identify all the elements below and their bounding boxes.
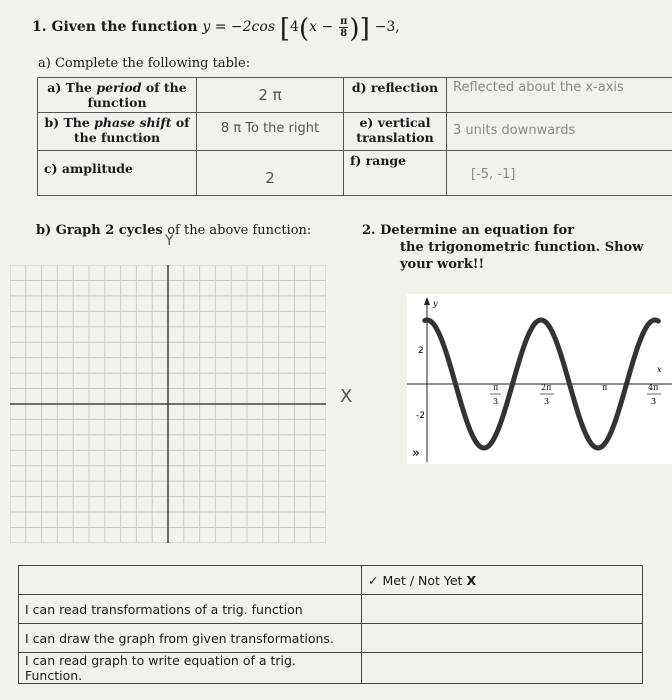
paren-open: ( bbox=[298, 14, 310, 44]
checklist-item-3: I can read graph to write equation of a trig. Function. bbox=[19, 653, 362, 684]
label-prefix: b) The bbox=[44, 115, 90, 130]
range-answer: [-5, -1] bbox=[447, 151, 672, 196]
checklist-item-3-status[interactable] bbox=[362, 653, 643, 684]
question-2-line-1: 2. Determine an equation for bbox=[362, 223, 575, 238]
table-row bbox=[19, 653, 643, 684]
label-emphasis: phase shift bbox=[94, 115, 172, 130]
not-yet-x-mark: X bbox=[466, 572, 477, 588]
range-label: f) range bbox=[344, 151, 447, 196]
fraction-numerator: π bbox=[340, 15, 348, 27]
vertical-translation-answer: 3 units downwards bbox=[447, 113, 672, 151]
vertical-translation-label: e) vertical translation bbox=[344, 113, 447, 151]
part-b-suffix: of the above function: bbox=[167, 223, 312, 238]
checklist-header-blank bbox=[19, 566, 362, 595]
table-row bbox=[19, 566, 643, 595]
table-row bbox=[19, 624, 643, 653]
x-tick-1-den: 3 bbox=[493, 397, 499, 406]
bracket-close: ] bbox=[359, 14, 370, 44]
checkmark-icon: ✓ bbox=[368, 572, 379, 588]
table-row bbox=[38, 113, 672, 151]
function-tail: −3, bbox=[374, 19, 400, 35]
x-minus: x − bbox=[309, 19, 334, 35]
label-suffix: of the function bbox=[73, 115, 190, 145]
bracket-open: [ bbox=[279, 14, 291, 44]
x-tick-4-num: 4π bbox=[648, 383, 659, 392]
x-axis-handwritten-label: X bbox=[340, 386, 353, 407]
table-row bbox=[38, 151, 672, 196]
checklist-item-1: I can read transformations of a trig. function bbox=[19, 595, 362, 624]
blank-graph-grid bbox=[10, 265, 326, 543]
x-tick-3: π bbox=[602, 383, 608, 392]
period-label-cell bbox=[38, 78, 197, 113]
table-row bbox=[19, 595, 643, 624]
y-tick-positive: 2 bbox=[418, 346, 424, 356]
question-1-heading bbox=[32, 14, 400, 44]
checklist-item-2: I can draw the graph from given transformations. bbox=[19, 624, 362, 653]
checklist-item-1-status[interactable] bbox=[362, 595, 643, 624]
met-not-yet-label: Met / Not Yet bbox=[382, 572, 463, 588]
inner-coefficient: 4 bbox=[290, 19, 299, 35]
x-tick-1-num: π bbox=[493, 383, 499, 392]
table-row bbox=[38, 78, 672, 113]
reflection-answer: Reflected about the x-axis bbox=[447, 78, 672, 113]
question-1-label: 1. Given the function bbox=[32, 19, 198, 35]
met-not-yet-header bbox=[362, 566, 643, 595]
amplitude-answer: 2 bbox=[197, 151, 344, 196]
graph-y-label: y bbox=[433, 299, 438, 308]
x-tick-4-den: 3 bbox=[651, 397, 657, 406]
question-2-line-2: the trigonometric function. Show your work!! bbox=[400, 240, 644, 272]
paren-close: ) bbox=[349, 14, 360, 44]
arrow-mark-icon: » bbox=[412, 446, 420, 461]
part-a-title: a) Complete the following table: bbox=[38, 56, 251, 71]
cosine-graph bbox=[407, 294, 672, 464]
phase-shift-label-cell bbox=[38, 113, 197, 151]
y-tick-negative: -2 bbox=[416, 411, 425, 421]
question-2-heading bbox=[362, 222, 662, 273]
function-lhs: y = −2cos bbox=[202, 19, 276, 35]
label-prefix: a) The bbox=[47, 80, 92, 95]
label-suffix: of the function bbox=[87, 80, 187, 110]
part-b-prefix: b) Graph bbox=[36, 223, 101, 238]
phase-shift-answer: 8 π To the right bbox=[197, 113, 344, 151]
graph-x-label: x bbox=[657, 365, 662, 374]
x-tick-2-den: 3 bbox=[544, 397, 550, 406]
x-tick-2-num: 2π bbox=[541, 383, 552, 392]
label-emphasis: period bbox=[96, 80, 142, 95]
transformation-table bbox=[37, 77, 672, 196]
checklist-item-2-status[interactable] bbox=[362, 624, 643, 653]
phase-fraction bbox=[339, 16, 348, 39]
y-axis-handwritten-label: Y bbox=[165, 233, 174, 249]
reflection-label: d) reflection bbox=[344, 78, 447, 113]
self-assessment-table bbox=[18, 565, 643, 684]
period-answer: 2 π bbox=[197, 78, 344, 113]
part-b-cycles: 2 cycles bbox=[105, 223, 163, 238]
amplitude-label: c) amplitude bbox=[38, 151, 197, 196]
fraction-denominator: 8 bbox=[340, 27, 348, 39]
